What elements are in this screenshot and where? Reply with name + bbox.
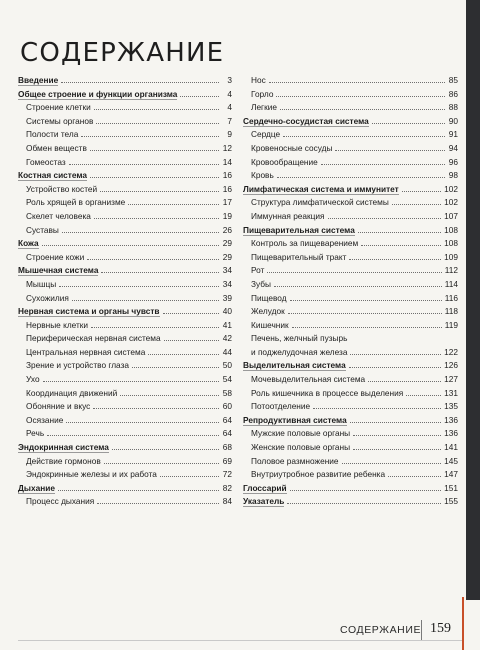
toc-entry-title: Женские половые органы — [251, 442, 351, 453]
toc-leader-dots — [61, 74, 219, 83]
toc-entry — [243, 332, 458, 346]
toc-leader-dots — [288, 305, 442, 314]
toc-entry — [18, 332, 232, 346]
toc-leader-dots — [72, 292, 219, 301]
toc-leader-dots — [283, 128, 445, 137]
toc-leader-dots — [328, 210, 442, 219]
toc-entry — [18, 101, 232, 115]
toc-leader-dots — [350, 346, 441, 355]
footer-rule — [18, 640, 462, 641]
toc-entry — [243, 156, 458, 170]
toc-entry-title: Гомеостаз — [26, 156, 66, 167]
toc-page-number: 108 — [444, 238, 458, 249]
toc-leader-dots — [58, 482, 219, 491]
toc-leader-dots — [93, 400, 219, 409]
toc-section-entry — [243, 482, 458, 496]
toc-page-number: 72 — [222, 469, 232, 480]
toc-page-number: 155 — [444, 496, 458, 507]
toc-section-entry — [243, 495, 458, 509]
toc-entry-title: Устройство костей — [26, 183, 98, 194]
toc-entry-title: Пищеварительная система — [243, 224, 355, 235]
toc-page-number: 98 — [448, 170, 458, 181]
toc-leader-dots — [276, 88, 445, 97]
toc-entry-title: Периферическая нервная система — [26, 333, 161, 344]
toc-entry — [18, 210, 232, 224]
toc-entry — [18, 142, 232, 156]
toc-leader-dots — [164, 332, 219, 341]
toc-page-number: 109 — [444, 251, 458, 262]
toc-page-number: 29 — [222, 251, 232, 262]
toc-leader-dots — [112, 441, 219, 450]
toc-leader-dots — [43, 373, 219, 382]
toc-entry-title: Указатель — [243, 496, 285, 507]
toc-entry-title: Системы органов — [26, 115, 94, 126]
toc-leader-dots — [132, 359, 219, 368]
toc-leader-dots — [160, 468, 219, 477]
toc-leader-dots — [62, 224, 219, 233]
toc-leader-dots — [372, 115, 445, 124]
toc-entry-title: Эндокринная система — [18, 442, 109, 453]
toc-entry-title: Желудок — [251, 306, 285, 317]
toc-page-number: 17 — [222, 197, 232, 208]
toc-page-number: 136 — [444, 428, 458, 439]
toc-page-number: 127 — [444, 374, 458, 385]
toc-entry — [18, 319, 232, 333]
toc-page-number: 91 — [448, 129, 458, 140]
toc-leader-dots — [368, 373, 441, 382]
toc-page-number: 42 — [222, 333, 232, 344]
toc-entry-title: Пищевод — [251, 292, 287, 303]
toc-page-number: 58 — [222, 387, 232, 398]
toc-entry-title: Кровообращение — [251, 156, 318, 167]
toc-leader-dots — [100, 183, 219, 192]
toc-page-number: 90 — [448, 115, 458, 126]
toc-leader-dots — [90, 142, 219, 151]
toc-section-entry — [18, 237, 232, 251]
toc-page-number: 147 — [444, 469, 458, 480]
toc-section-entry — [18, 441, 232, 455]
toc-entry-title: Иммунная реакция — [251, 210, 325, 221]
toc-page-number: 116 — [444, 292, 458, 303]
toc-entry — [243, 74, 458, 88]
toc-entry-title: и поджелудочная железа — [251, 346, 348, 357]
toc-page-number: 135 — [444, 401, 458, 412]
toc-entry-title: Печень, желчный пузырь — [251, 333, 348, 344]
toc-page-number: 64 — [222, 428, 232, 439]
toc-entry-title: Рот — [251, 265, 265, 276]
toc-page-number: 82 — [222, 482, 232, 493]
toc-entry — [18, 346, 232, 360]
toc-entry-title: Костная система — [18, 170, 88, 181]
toc-entry-title: Общее строение и функции организма — [18, 88, 178, 99]
toc-entry — [243, 101, 458, 115]
toc-leader-dots — [287, 495, 441, 504]
toc-entry — [243, 346, 458, 360]
toc-entry — [18, 183, 232, 197]
toc-entry-title: Обмен веществ — [26, 142, 87, 153]
toc-leader-dots — [120, 387, 219, 396]
toc-entry — [18, 196, 232, 210]
toc-page-number: 4 — [227, 102, 232, 113]
toc-page-number: 102 — [444, 183, 458, 194]
toc-page-number: 4 — [227, 88, 232, 99]
toc-entry — [18, 400, 232, 414]
toc-entry — [243, 251, 458, 265]
toc-page-number: 50 — [222, 360, 232, 371]
toc-entry-title: Сухожилия — [26, 292, 69, 303]
toc-entry-title: Выделительная система — [243, 360, 346, 371]
toc-entry-title: Обоняние и вкус — [26, 401, 91, 412]
toc-page-number: 131 — [444, 387, 458, 398]
toc-leader-dots — [406, 387, 441, 396]
toc-leader-dots — [353, 427, 441, 436]
toc-entry-title: Строение кожи — [26, 251, 85, 262]
toc-leader-dots — [321, 156, 445, 165]
toc-entry-title: Зубы — [251, 278, 271, 289]
toc-page-number: 19 — [222, 210, 232, 221]
toc-entry-title: Полости тела — [26, 129, 79, 140]
toc-page-number: 54 — [222, 374, 232, 385]
toc-leader-dots — [269, 74, 445, 83]
toc-page-number: 102 — [444, 197, 458, 208]
toc-leader-dots — [69, 156, 219, 165]
toc-entry-title: Сердце — [251, 129, 281, 140]
toc-entry — [243, 427, 458, 441]
toc-entry — [243, 468, 458, 482]
toc-entry — [18, 115, 232, 129]
footer-page-number: 159 — [430, 621, 451, 636]
toc-entry-title: Действие гормонов — [26, 455, 101, 466]
toc-leader-dots — [349, 251, 441, 260]
toc-leader-dots — [81, 128, 219, 137]
toc-page-number: 39 — [222, 292, 232, 303]
toc-entry — [243, 237, 458, 251]
toc-entry-title: Дыхание — [18, 482, 55, 493]
toc-page-number: 64 — [222, 414, 232, 425]
toc-section-entry — [18, 88, 232, 102]
toc-leader-dots — [96, 115, 219, 124]
toc-leader-dots — [47, 427, 219, 436]
toc-leader-dots — [87, 251, 219, 260]
toc-entry — [243, 142, 458, 156]
toc-leader-dots — [163, 305, 219, 314]
toc-leader-dots — [335, 142, 445, 151]
toc-entry-title: Репродуктивная система — [243, 414, 347, 425]
toc-entry-title: Строение клетки — [26, 102, 91, 113]
toc-page-number: 68 — [222, 442, 232, 453]
toc-page-number: 151 — [444, 482, 458, 493]
toc-page-number: 136 — [444, 414, 458, 425]
toc-entry-title: Роль хрящей в организме — [26, 197, 126, 208]
contents-column-right — [243, 74, 458, 509]
toc-entry — [243, 292, 458, 306]
toc-leader-dots — [280, 101, 445, 110]
toc-entry-title: Зрение и устройство глаза — [26, 360, 129, 371]
toc-entry-title: Мочевыделительная система — [251, 374, 366, 385]
toc-entry-title: Координация движений — [26, 387, 118, 398]
toc-section-entry — [243, 224, 458, 238]
toc-entry-title: Ухо — [26, 374, 40, 385]
toc-entry — [18, 278, 232, 292]
toc-entry — [243, 264, 458, 278]
toc-page-number: 14 — [222, 156, 232, 167]
toc-section-entry — [243, 115, 458, 129]
toc-entry-title: Введение — [18, 75, 59, 85]
footer-separator — [421, 620, 422, 640]
toc-entry — [18, 373, 232, 387]
toc-entry — [243, 319, 458, 333]
toc-entry-title: Потоотделение — [251, 401, 311, 412]
toc-page-number: 44 — [222, 346, 232, 357]
toc-page-number: 9 — [227, 129, 232, 140]
toc-entry — [18, 251, 232, 265]
toc-entry-title: Осязание — [26, 414, 64, 425]
toc-page-number: 84 — [222, 496, 232, 507]
toc-entry — [243, 196, 458, 210]
toc-page-number: 94 — [448, 142, 458, 153]
toc-entry-title: Эндокринные железы и их работа — [26, 469, 157, 480]
toc-section-entry — [243, 414, 458, 428]
toc-entry-title: Пищеварительный тракт — [251, 251, 347, 262]
toc-page-number: 112 — [444, 265, 458, 276]
toc-section-entry — [18, 74, 232, 88]
toc-entry-title: Кровь — [251, 170, 274, 181]
toc-page-number: 145 — [444, 455, 458, 466]
toc-page-number: 114 — [444, 278, 458, 289]
toc-entry — [243, 169, 458, 183]
toc-entry — [243, 305, 458, 319]
toc-leader-dots — [350, 414, 441, 423]
toc-entry-title: Сердечно-сосудистая система — [243, 115, 369, 126]
toc-leader-dots — [90, 169, 219, 178]
toc-entry — [243, 373, 458, 387]
toc-leader-dots — [361, 237, 441, 246]
toc-leader-dots — [94, 101, 219, 110]
toc-entry-title: Внутриутробное развитие ребенка — [251, 469, 386, 480]
toc-page-number: 26 — [222, 224, 232, 235]
toc-leader-dots — [104, 455, 219, 464]
toc-leader-dots — [94, 210, 219, 219]
toc-entry-title: Мышечная система — [18, 265, 99, 276]
toc-page-number: 126 — [444, 360, 458, 371]
toc-page-number: 69 — [222, 455, 232, 466]
toc-page-number: 86 — [448, 88, 458, 99]
toc-leader-dots — [59, 278, 219, 287]
contents-column-left — [18, 74, 232, 509]
toc-leader-dots — [267, 264, 441, 273]
toc-entry — [18, 156, 232, 170]
toc-page-number: 12 — [222, 142, 232, 153]
toc-section-entry — [18, 482, 232, 496]
toc-entry-title: Суставы — [26, 224, 59, 235]
toc-entry — [243, 88, 458, 102]
toc-entry-title: Нос — [251, 75, 266, 85]
toc-page-number: 119 — [444, 319, 458, 330]
toc-leader-dots — [91, 319, 219, 328]
toc-section-entry — [243, 359, 458, 373]
toc-entry — [18, 468, 232, 482]
toc-page-number: 118 — [444, 306, 458, 317]
toc-page-number: 141 — [444, 442, 458, 453]
toc-page-number: 29 — [222, 238, 232, 249]
toc-entry — [18, 359, 232, 373]
toc-section-entry — [243, 183, 458, 197]
toc-leader-dots — [180, 88, 219, 97]
toc-section-entry — [18, 264, 232, 278]
toc-page-number: 16 — [222, 183, 232, 194]
toc-entry — [18, 495, 232, 509]
toc-entry — [243, 210, 458, 224]
corner-accent-line — [462, 597, 464, 650]
toc-entry — [243, 278, 458, 292]
toc-entry-title: Кишечник — [251, 319, 289, 330]
toc-entry-title: Кровеносные сосуды — [251, 142, 333, 153]
toc-page-number: 85 — [448, 75, 458, 85]
toc-entry — [18, 224, 232, 238]
footer-section-label: СОДЕРЖАНИЕ — [340, 624, 422, 636]
toc-leader-dots — [148, 346, 219, 355]
toc-leader-dots — [402, 183, 441, 192]
toc-leader-dots — [313, 400, 441, 409]
toc-leader-dots — [97, 495, 219, 504]
page-edge-strip — [466, 0, 480, 650]
toc-entry-title: Лимфатическая система и иммунитет — [243, 183, 399, 194]
toc-entry-title: Нервные клетки — [26, 319, 89, 330]
toc-entry-title: Процесс дыхания — [26, 496, 95, 507]
toc-entry — [18, 427, 232, 441]
toc-entry-title: Речь — [26, 428, 45, 439]
toc-entry-title: Мужские половые органы — [251, 428, 351, 439]
toc-leader-dots — [66, 414, 219, 423]
toc-leader-dots — [349, 359, 441, 368]
toc-leader-dots — [388, 468, 441, 477]
toc-leader-dots — [392, 196, 441, 205]
page-corner — [462, 600, 480, 650]
toc-entry — [243, 441, 458, 455]
toc-page-number: 96 — [448, 156, 458, 167]
toc-entry-title: Центральная нервная система — [26, 346, 146, 357]
toc-entry — [243, 455, 458, 469]
toc-entry-title: Скелет человека — [26, 210, 91, 221]
toc-page-number: 40 — [222, 306, 232, 317]
toc-entry-title: Мышцы — [26, 278, 57, 289]
toc-page-number: 34 — [222, 265, 232, 276]
toc-entry — [18, 414, 232, 428]
toc-page-number: 16 — [222, 170, 232, 181]
toc-leader-dots — [358, 224, 441, 233]
toc-leader-dots — [292, 319, 442, 328]
toc-entry — [18, 387, 232, 401]
toc-section-entry — [18, 305, 232, 319]
toc-leader-dots — [290, 292, 442, 301]
toc-leader-dots — [277, 169, 445, 178]
toc-page-number: 108 — [444, 224, 458, 235]
toc-entry — [18, 455, 232, 469]
toc-entry-title: Кожа — [18, 238, 39, 249]
toc-entry-title: Горло — [251, 88, 274, 99]
toc-entry-title: Роль кишечника в процессе выделения — [251, 387, 404, 398]
page-title: СОДЕРЖАНИЕ — [20, 38, 225, 68]
toc-entry-title: Половое размножение — [251, 455, 339, 466]
toc-page-number: 107 — [444, 210, 458, 221]
toc-leader-dots — [128, 196, 219, 205]
toc-page-number: 3 — [227, 75, 232, 85]
toc-entry — [18, 128, 232, 142]
toc-entry — [243, 400, 458, 414]
toc-page-number: 7 — [227, 115, 232, 126]
toc-entry — [243, 387, 458, 401]
toc-leader-dots — [342, 455, 442, 464]
toc-leader-dots — [42, 237, 219, 246]
toc-page-number: 41 — [222, 319, 232, 330]
toc-entry — [243, 128, 458, 142]
toc-entry-title: Нервная система и органы чувств — [18, 306, 160, 317]
toc-page-number: 34 — [222, 278, 232, 289]
toc-entry — [18, 292, 232, 306]
toc-entry-title: Контроль за пищеварением — [251, 238, 359, 249]
toc-leader-dots — [290, 482, 442, 491]
toc-entry-title: Легкие — [251, 102, 277, 113]
toc-entry-title: Структура лимфатической системы — [251, 197, 389, 208]
toc-page-number: 88 — [448, 102, 458, 113]
toc-section-entry — [18, 169, 232, 183]
toc-leader-dots — [353, 441, 441, 450]
toc-leader-dots — [101, 264, 219, 273]
toc-entry-title: Глоссарий — [243, 482, 287, 493]
toc-page-number: 122 — [444, 346, 458, 357]
toc-page-number: 60 — [222, 401, 232, 412]
toc-leader-dots — [274, 278, 442, 287]
